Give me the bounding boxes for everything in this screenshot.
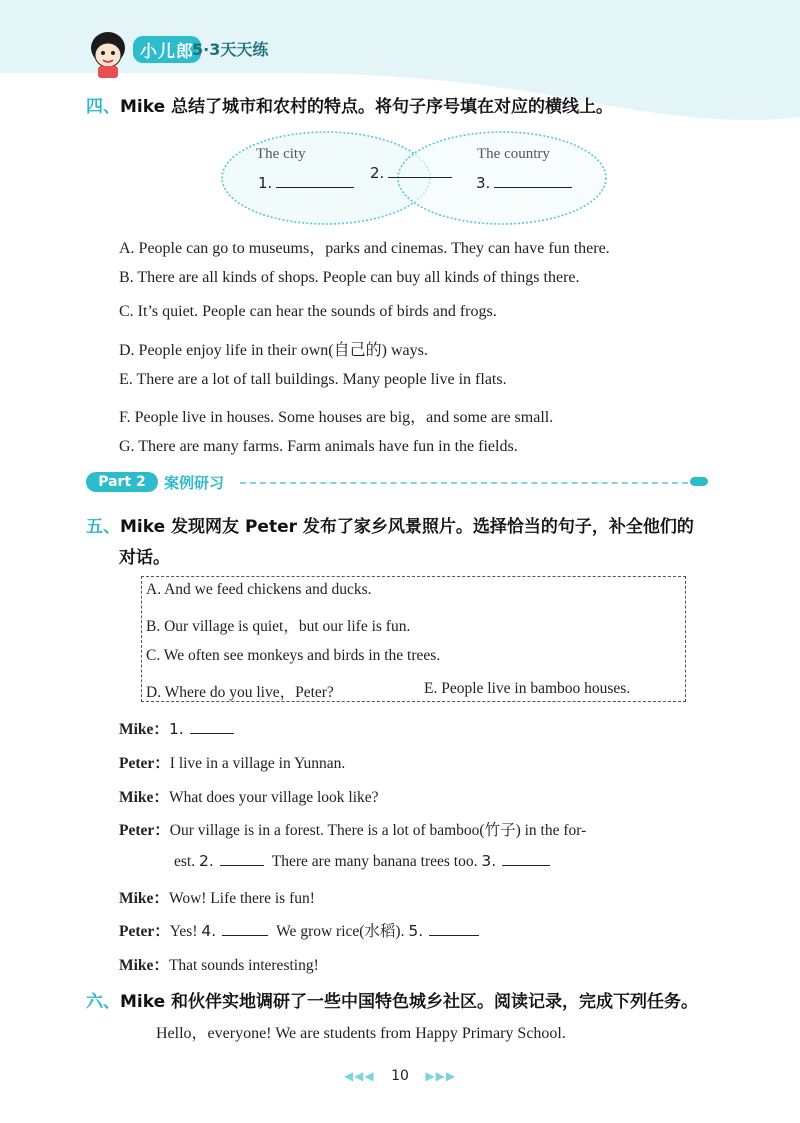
option-b: B. There are all kinds of shops. People can buy all kinds of things there.: [119, 269, 580, 286]
section4-title: Mike 总结了城市和农村的特点。将句子序号填在对应的横线上。: [120, 97, 614, 117]
dialogue-line-3: [119, 785, 379, 807]
section6-heading: [86, 987, 698, 1012]
option-c: C. It’s quiet. People can hear the sounds of birds and frogs.: [119, 303, 497, 320]
blank-4-num: 4.: [201, 922, 217, 940]
option-e: E. There are a lot of tall buildings. Many people live in flats.: [119, 371, 507, 388]
section5-title-line2: 对话。: [119, 548, 170, 568]
speaker-mike: Mike：: [119, 957, 169, 974]
option-f: F. People live in houses. Some houses are big，and some are small.: [119, 409, 554, 426]
answer-line: [276, 186, 354, 188]
page-footer: [330, 1068, 470, 1084]
line-text: What does your village look like?: [168, 789, 379, 806]
answer-blank-3[interactable]: [502, 864, 550, 866]
answer-blank-5[interactable]: [429, 934, 479, 936]
venn-blank-1[interactable]: [258, 174, 354, 192]
footer-right-arrows: ▶▶▶: [425, 1069, 457, 1083]
line-text: I live in a village in Yunnan.: [169, 755, 346, 772]
page-number: 10: [391, 1068, 409, 1084]
speaker-mike: Mike：: [119, 789, 169, 806]
choice-c: C. We often see monkeys and birds in the trees.: [146, 647, 441, 664]
venn-blank-1-num: 1.: [258, 174, 273, 192]
section5-heading: [86, 512, 694, 537]
footer-left-arrows: ◀◀◀: [343, 1069, 375, 1083]
mascot-icon: [86, 28, 130, 80]
choice-a: A. And we feed chickens and ducks.: [146, 581, 372, 598]
choice-d: D. Where do you live，Peter?: [146, 684, 334, 701]
series-title: 5·3天天练: [192, 40, 269, 59]
section4-heading: [86, 92, 613, 117]
option-a: A. People can go to museums，parks and cinemas. They can have fun there.: [119, 240, 610, 257]
dialogue-line-5: [174, 852, 550, 871]
section5-number: 五、: [86, 517, 120, 537]
option-g: G. There are many farms. Farm animals have fun in the fields.: [119, 438, 518, 455]
speaker-mike: Mike：: [119, 890, 169, 907]
section6-text-line1: Hello，everyone! We are students from Happy Primary School.: [156, 1025, 566, 1042]
line-text: Yes!: [169, 923, 198, 940]
part-divider: [240, 482, 688, 484]
blank-2-num: 2.: [198, 852, 214, 870]
venn-city-label: The city: [256, 146, 306, 162]
line-text: That sounds interesting!: [168, 957, 319, 974]
dialogue-line-8: [119, 953, 319, 975]
line-text: Our village is in a forest. There is a lot of bamboo(竹子) in the for-: [169, 822, 587, 839]
venn-blank-3-num: 3.: [476, 174, 491, 192]
blank-5-num: 5.: [408, 922, 424, 940]
dialogue-line-7: [119, 919, 479, 941]
part-label: Part 2: [86, 472, 158, 492]
speaker-mike: Mike：: [119, 721, 169, 738]
choice-b: B. Our village is quiet，but our life is fun.: [146, 618, 411, 635]
speaker-peter: Peter：: [119, 755, 170, 772]
section6-number: 六、: [86, 992, 120, 1012]
dialogue-line-1: [119, 717, 234, 739]
blank-3-num: 3.: [481, 852, 497, 870]
answer-blank-4[interactable]: [222, 934, 268, 936]
dialogue-line-6: [119, 886, 315, 908]
dialogue-line-2: [119, 751, 345, 773]
option-d: D. People enjoy life in their own(自己的) ways.: [119, 342, 428, 359]
dialogue-line-4: [119, 818, 586, 840]
section5-title-line1: Mike 发现网友 Peter 发布了家乡风景照片。选择恰当的句子，补全他们的: [120, 517, 694, 537]
line-text: There are many banana trees too.: [271, 853, 478, 870]
venn-blank-2[interactable]: [370, 164, 452, 182]
answer-blank-1[interactable]: [190, 732, 234, 734]
line-text: est.: [174, 853, 196, 870]
choice-e: E. People live in bamboo houses.: [424, 680, 631, 697]
line-text: We grow rice(水稻).: [276, 923, 405, 940]
answer-line: [388, 176, 452, 178]
brand-logo: 小儿郎: [133, 36, 201, 63]
venn-country-label: The country: [477, 146, 550, 162]
section6-title: Mike 和伙伴实地调研了一些中国特色城乡社区。阅读记录，完成下列任务。: [120, 992, 699, 1012]
part-title: 案例研习: [164, 474, 225, 492]
answer-line: [494, 186, 572, 188]
venn-blank-2-num: 2.: [370, 164, 385, 182]
venn-blank-3[interactable]: [476, 174, 572, 192]
section4-number: 四、: [86, 97, 120, 117]
speaker-peter: Peter：: [119, 822, 170, 839]
part-divider-end: [690, 477, 708, 486]
answer-blank-2[interactable]: [220, 864, 264, 866]
line-text: Wow! Life there is fun!: [168, 890, 315, 907]
speaker-peter: Peter：: [119, 923, 170, 940]
blank-1-num: 1.: [168, 720, 184, 738]
